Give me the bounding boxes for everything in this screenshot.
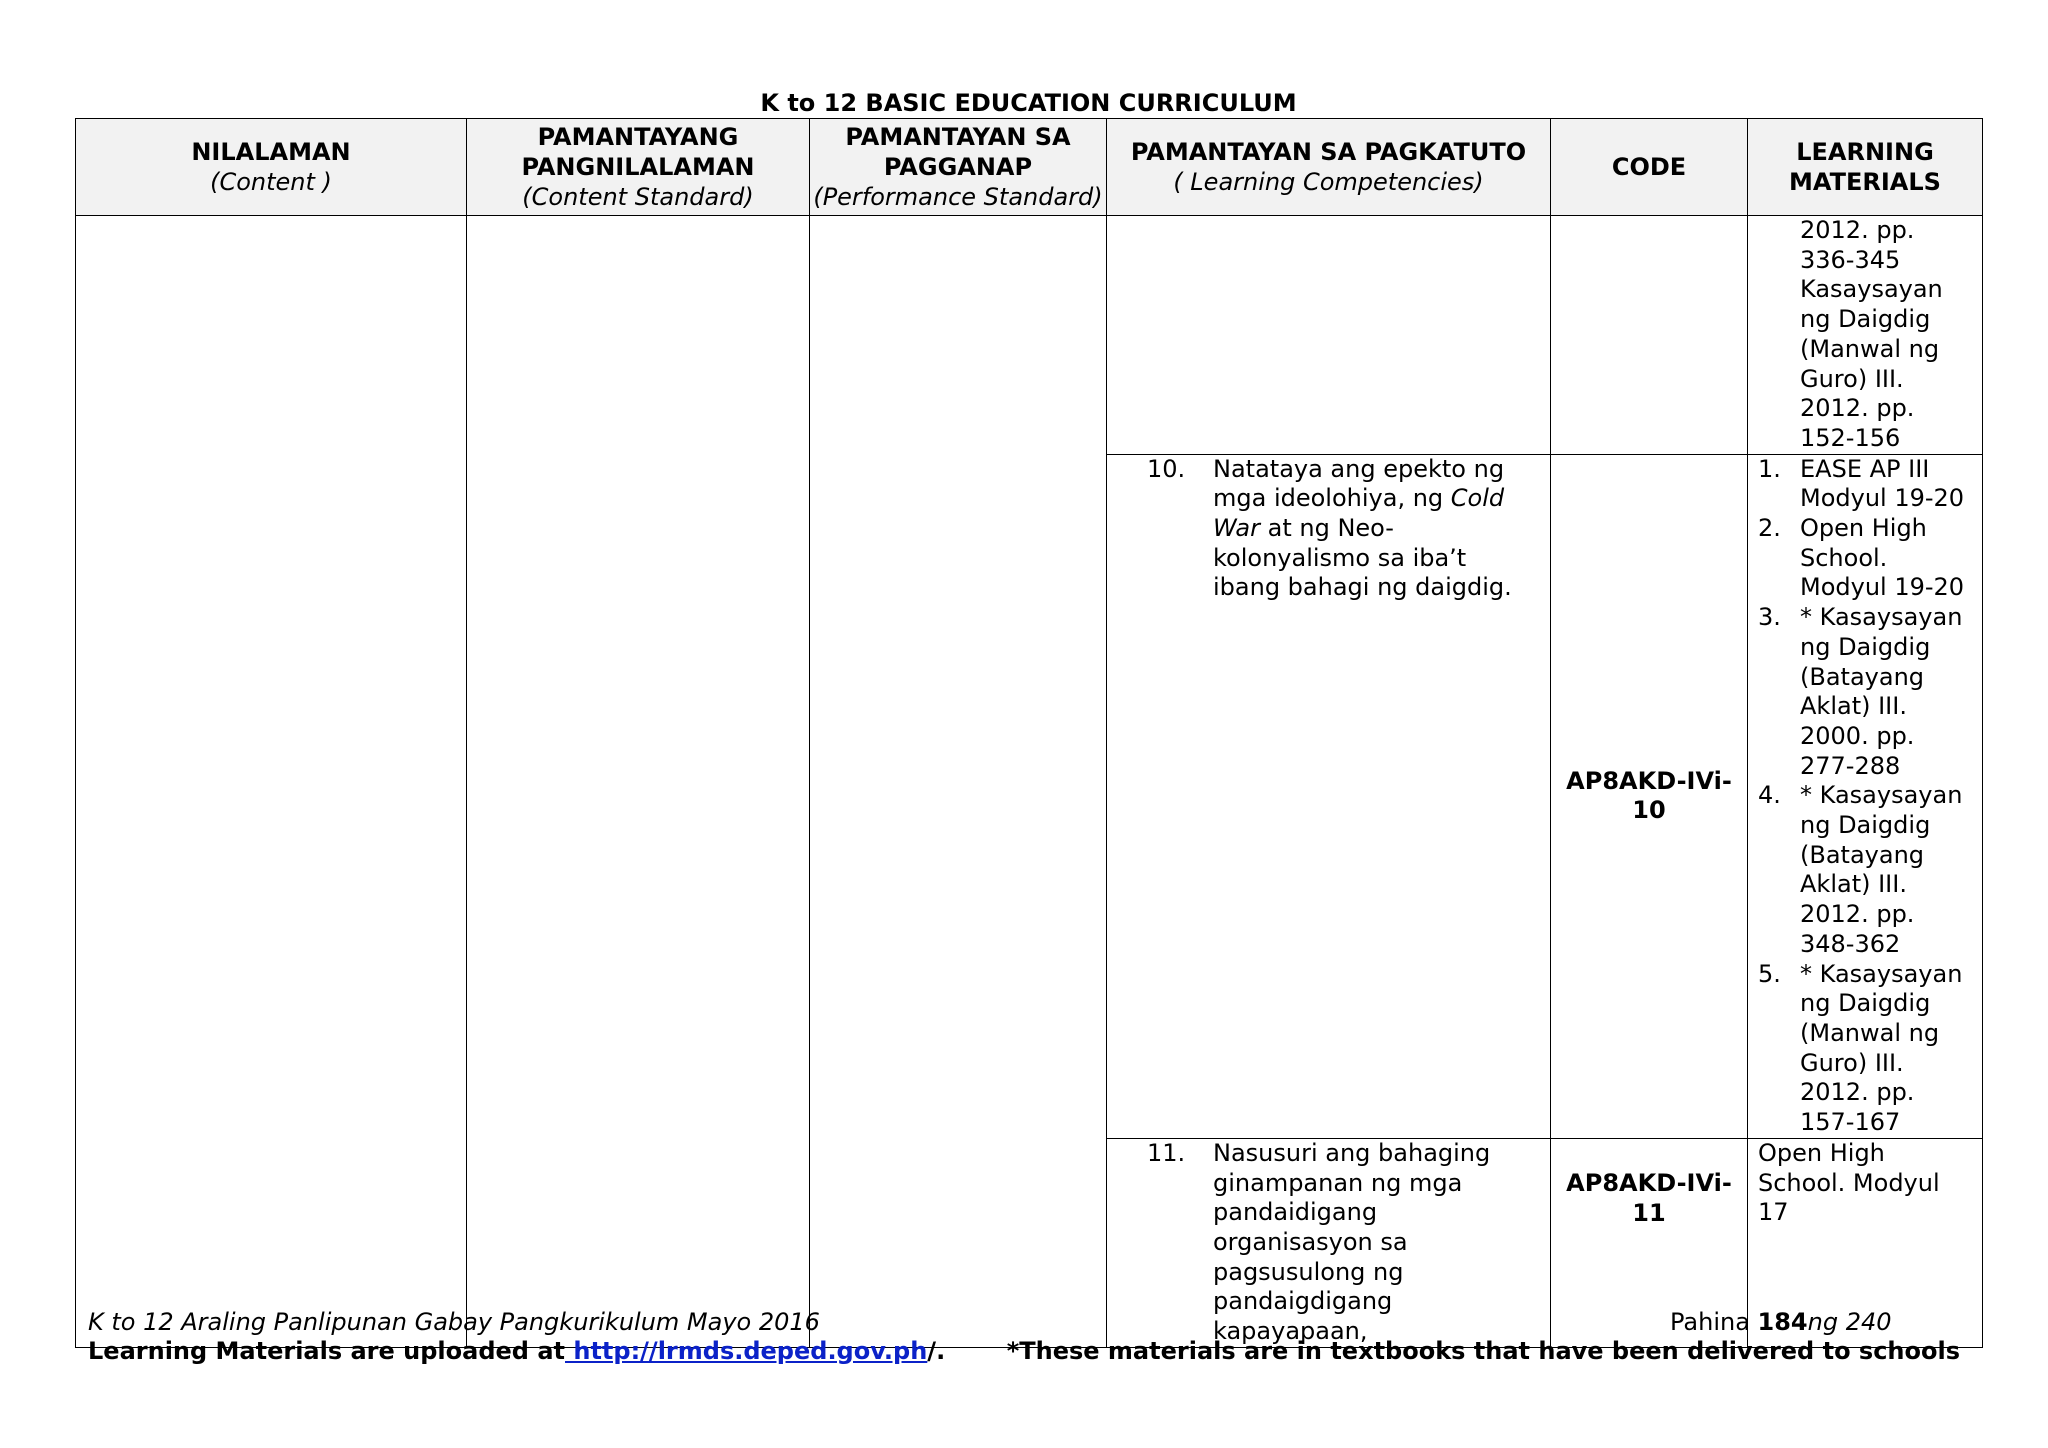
- materials-text: Open High School. Modyul 17: [1758, 1138, 1940, 1227]
- content-cell: [76, 216, 467, 1348]
- competency-text: [1213, 455, 1540, 604]
- code-text: AP8AKD-IVi-11: [1566, 1168, 1732, 1227]
- header-code-title: CODE: [1611, 153, 1687, 181]
- header-performance-standard: [810, 119, 1107, 216]
- header-code: [1551, 119, 1748, 216]
- competency-number: 10.: [1147, 454, 1186, 483]
- list-item: [1758, 781, 1974, 959]
- list-item-text: * Kasaysayan ng Daigdig (Batayang Aklat) III. 2000. pp. 277-288: [1800, 603, 1963, 780]
- competency-cell: [1107, 216, 1551, 455]
- upload-notice-prefix: Learning Materials are uploaded at: [88, 1337, 565, 1365]
- header-performance-standard-subtitle: (Performance Standard): [813, 183, 1103, 211]
- header-content-standard: [467, 119, 810, 216]
- competency-number: 11.: [1147, 1138, 1186, 1167]
- competency-cell: [1107, 454, 1551, 1138]
- header-content-title: NILALAMAN: [191, 138, 351, 166]
- header-learning-competencies: [1107, 119, 1551, 216]
- list-item-number: 4.: [1758, 781, 1781, 810]
- competency-cell: [1107, 1138, 1551, 1347]
- materials-list: [1748, 455, 1982, 1138]
- page-prefix: Pahina: [1670, 1308, 1758, 1336]
- list-item-text: * Kasaysayan ng Daigdig (Manwal ng Guro) III. 2012. pp. 157-167: [1800, 959, 1963, 1137]
- page-number: [1670, 1307, 1892, 1337]
- upload-notice: [88, 1336, 945, 1366]
- header-content-subtitle: (Content ): [210, 168, 332, 196]
- textbook-note: *These materials are in textbooks that have been delivered to schools: [1006, 1337, 1960, 1365]
- header-learning-materials: [1748, 119, 1983, 216]
- document-title: K to 12 BASIC EDUCATION CURRICULUM: [760, 89, 1297, 117]
- competency-emphasis: Cold War: [1213, 484, 1505, 543]
- table-row: [76, 216, 1983, 455]
- code-cell: [1551, 216, 1748, 455]
- content-standard-cell: [467, 216, 810, 1348]
- list-item-text: * Kasaysayan ng Daigdig (Batayang Aklat) III. 2012. pp. 348-362: [1800, 781, 1963, 958]
- materials-cell: [1748, 454, 1983, 1138]
- competency-text: Nasusuri ang bahaging ginampanan ng mga pandaidigang organisasyon sa pagsusulong ng pandaigdigang kapayapaan,: [1213, 1138, 1491, 1346]
- header-content-standard-subtitle: (Content Standard): [522, 183, 754, 211]
- list-item: [1758, 514, 1974, 603]
- table-header-row: [76, 119, 1983, 216]
- lrmds-link[interactable]: http://lrmds.deped.gov.ph: [565, 1337, 928, 1365]
- curriculum-table: [75, 118, 1983, 1348]
- header-learning-materials-title: LEARNING MATERIALS: [1789, 138, 1941, 196]
- competency-text-part: Natataya ang epekto ng mga ideolohiya, ng: [1213, 454, 1505, 513]
- page-total: ng 240: [1807, 1308, 1892, 1336]
- list-item-number: 2.: [1758, 514, 1781, 543]
- list-item-number: 3.: [1758, 603, 1781, 632]
- list-item-number: 1.: [1758, 454, 1781, 483]
- materials-cell: [1748, 216, 1983, 455]
- page-current: 184: [1757, 1308, 1808, 1336]
- header-performance-standard-title: PAMANTAYAN SA PAGGANAP: [845, 123, 1071, 181]
- upload-notice-suffix: /.: [927, 1337, 946, 1365]
- list-item: [1758, 455, 1974, 514]
- header-learning-competencies-title: PAMANTAYAN SA PAGKATUTO: [1130, 138, 1527, 166]
- header-content-standard-title: PAMANTAYANG PANGNILALAMAN: [521, 123, 755, 181]
- list-item-text: Open High School. Modyul 19-20: [1800, 514, 1965, 602]
- performance-standard-cell: [810, 216, 1107, 1348]
- competency-text-part: at ng Neo-kolonyalismo sa iba’t ibang bahagi ng daigdig.: [1213, 514, 1512, 602]
- materials-continued: 2012. pp. 336-345 Kasaysayan ng Daigdig (Manwal ng Guro) III. 2012. pp. 152-156: [1800, 216, 1943, 452]
- list-item-number: 5.: [1758, 959, 1781, 988]
- list-item: [1758, 960, 1974, 1138]
- header-learning-competencies-subtitle: ( Learning Competencies): [1173, 168, 1484, 196]
- list-item: [1758, 603, 1974, 781]
- header-content: [76, 119, 467, 216]
- list-item-text: EASE AP III Modyul 19-20: [1800, 454, 1965, 513]
- curriculum-guide-label: K to 12 Araling Panlipunan Gabay Pangkurikulum Mayo 2016: [88, 1308, 820, 1336]
- code-cell: AP8AKD-IVi-10: [1551, 454, 1748, 1138]
